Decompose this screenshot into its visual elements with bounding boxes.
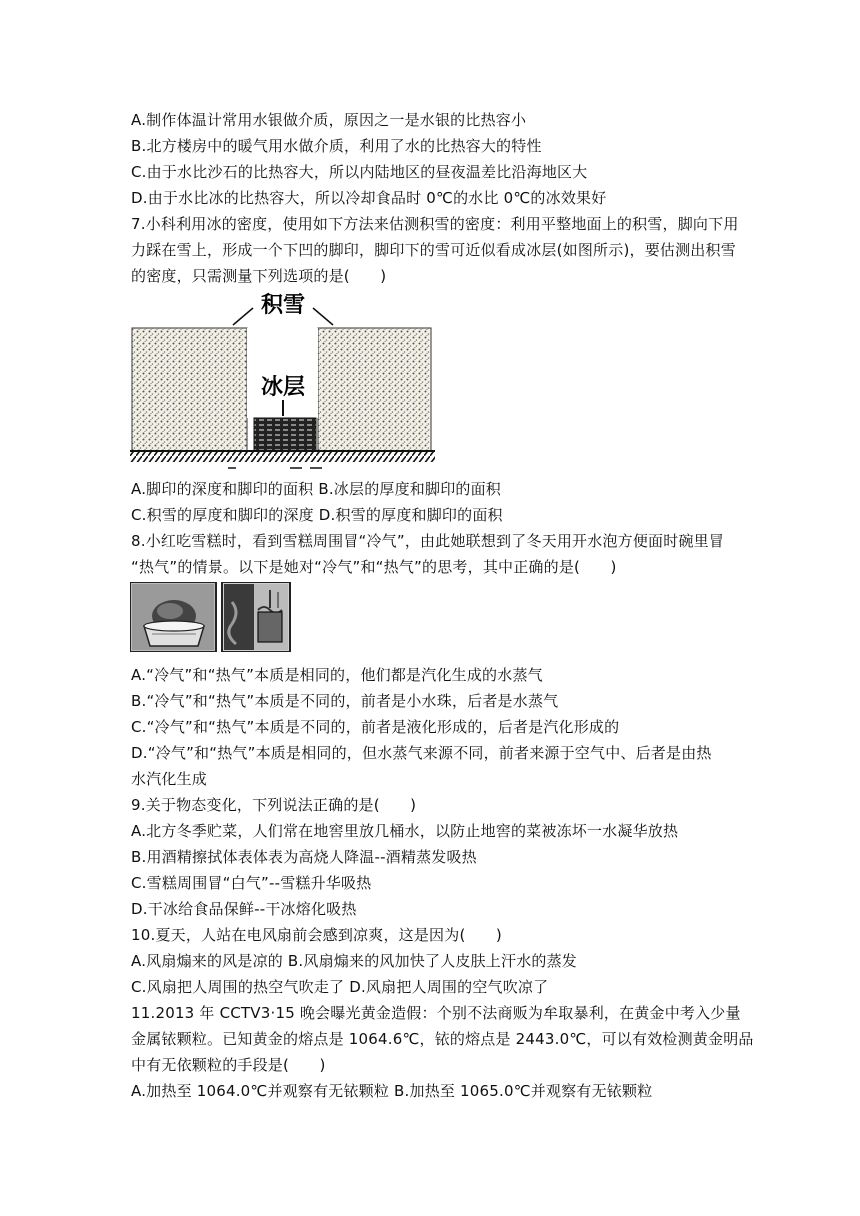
noodle-bowl-photo [222,582,290,652]
question-11-line-1: 11.2013 年 CCTV3·15 晚会曝光黄金造假：个别不法商贩为牟取暴利，在黄金中考入少量 [131,1004,741,1022]
option-9b: B.用酒精擦拭体表体表为高烧人降温--酒精蒸发吸热 [131,848,477,866]
option-6b: B.北方楼房中的暖气用水做介质，利用了水的比热容大的特性 [131,137,542,155]
question-7-line-2: 力踩在雪上，形成一个下凹的脚印，脚印下的雪可近似看成冰层(如图所示)，要估测出积雪 [131,241,736,259]
option-8c: C.“冷气”和“热气”本质是不同的，前者是液化形成的，后者是汽化形成的 [131,718,620,736]
question-11-line-3: 中有无依颗粒的手段是( ) [131,1056,326,1074]
question-7-line-1: 7.小科利用冰的密度，使用如下方法来估测积雪的密度：利用平整地面上的积雪，脚向下用 [131,215,739,233]
option-6a: A.制作体温计常用水银做介质，原因之一是水银的比热容小 [131,111,527,129]
option-8d-line-1: D.“冷气”和“热气”本质是相同的，但水蒸气来源不同，前者来源于空气中、后者是由热 [131,744,712,762]
option-11ab: A.加热至 1064.0℃并观察有无铱颗粒 B.加热至 1065.0℃并观察有无铱颗粒 [131,1082,653,1100]
question-9: 9.关于物态变化，下列说法正确的是( ) [131,796,417,814]
option-10cd: C.风扇把人周围的热空气吹走了 D.风扇把人周围的空气吹凉了 [131,978,549,996]
option-9d: D.干冰给食品保鲜--干冰熔化吸热 [131,900,357,918]
option-6d: D.由于水比冰的比热容大，所以冷却食品时 0℃的水比 0℃的冰效果好 [131,189,607,207]
option-9c: C.雪糕周围冒“白气”--雪糕升华吸热 [131,874,372,892]
option-7ab: A.脚印的深度和脚印的面积 B.冰层的厚度和脚印的面积 [131,480,501,498]
question-8-line-2: “热气”的情景。以下是她对“冷气”和“热气”的思考，其中正确的是( ) [131,558,617,576]
option-9a: A.北方冬季贮菜，人们常在地窖里放几桶水，以防止地窖的菜被冻坏一水凝华放热 [131,822,679,840]
snow-footprint-figure [130,288,435,473]
question-8-line-1: 8.小红吃雪糕时，看到雪糕周围冒“冷气”，由此她联想到了冬天用开水泡方便面时碗里冒 [131,532,725,550]
ice-cream-photo [130,582,216,652]
label-ice-layer: 冰层 [260,375,306,400]
option-8a: A.“冷气”和“热气”本质是相同的，他们都是汽化生成的水蒸气 [131,666,543,684]
option-7cd: C.积雪的厚度和脚印的深度 D.积雪的厚度和脚印的面积 [131,506,503,524]
question-10: 10.夏天，人站在电风扇前会感到凉爽，这是因为( ) [131,926,502,944]
option-6c: C.由于水比沙石的比热容大，所以内陆地区的昼夜温差比沿海地区大 [131,163,588,181]
label-snow: 积雪 [260,293,306,318]
question-7-line-3: 的密度，只需测量下列选项的是( ) [131,267,387,285]
option-8b: B.“冷气”和“热气”本质是不同的，前者是小水珠，后者是水蒸气 [131,692,559,710]
ice-cream-and-noodle-photos [130,582,292,652]
option-10ab: A.风扇煽来的风是凉的 B.风扇煽来的风加快了人皮肤上汗水的蒸发 [131,952,577,970]
option-8d-line-2: 水汽化生成 [131,770,208,788]
question-11-line-2: 金属铱颗粒。已知黄金的熔点是 1064.6℃，铱的熔点是 2443.0℃，可以有效检测黄金明品 [131,1030,754,1048]
